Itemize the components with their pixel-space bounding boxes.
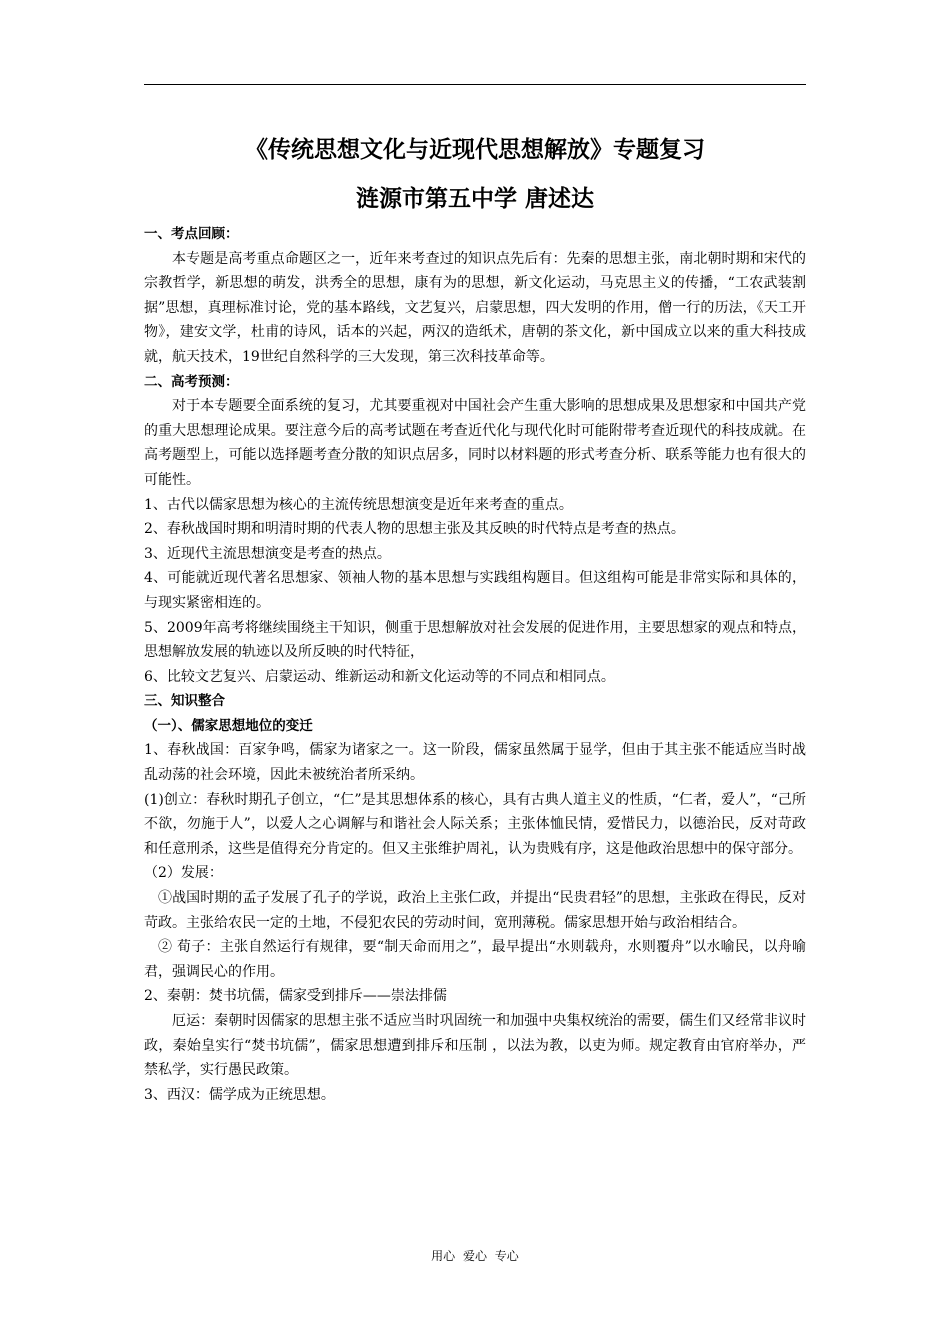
section-heading-forecast: 二、高考预测：	[144, 373, 239, 390]
page-footer: 用心 爱心 专心	[431, 1249, 519, 1263]
section-heading-review: 一、考点回顾：	[144, 226, 239, 242]
list-item: 2、春秋战国时期和明清时期的代表人物的思想主张及其反映的时代特点是考查的热点。	[144, 521, 685, 538]
section-heading-knowledge: 三、知识整合	[144, 693, 225, 710]
list-item: 5、2009年高考将继续围绕主干知识，侧重于思想解放对社会发展的促进作用，主要思想家的观点和特点，思想解放发展的轨迹以及所反映的时代特征，	[144, 619, 806, 661]
paragraph: 对于本专题要全面系统的复习，尤其要重视对中国社会产生重大影响的思想成果及思想家和中国共产党的重大思想理论成果。要注意今后的高考试题在考查近代化与现代化时可能附带考查近现代的科技成就。在高考题型上，可能以选择题考查分散的知识点居多，同时以材料题的形式考查分析、联系等能力也有很大的可能性。	[144, 398, 806, 488]
paragraph: （2）发展：	[144, 865, 223, 882]
paragraph: 3、西汉：儒学成为正统思想。	[144, 1086, 335, 1103]
document-body	[144, 222, 806, 1107]
list-item: 6、比较文艺复兴、启蒙运动、维新运动和新文化运动等的不同点和相同点。	[144, 668, 615, 685]
paragraph: 本专题是高考重点命题区之一，近年来考查过的知识点先后有：先秦的思想主张，南北朝时期和宋代的宗教哲学，新思想的萌发，洪秀全的思想，康有为的思想，新文化运动，马克思主义的传播，“工农武装割据”思想，真理标准讨论，党的基本路线，文艺复兴，启蒙思想，四大发明的作用，僧一行的历法，《天工开物》，建安文学，杜甫的诗风，话本的兴起，两汉的造纸术，唐朝的茶文化，新中国成立以来的重大科技成就，航天技术，19世纪自然科学的三大发现，第三次科技革命等。	[144, 250, 806, 365]
paragraph: 厄运：秦朝时因儒家的思想主张不适应当时巩固统一和加强中央集权统治的需要，儒生们又经常非议时政，秦始皇实行“焚书坑儒”，儒家思想遭到排斥和压制 ，以法为教，以吏为师。规定教育由官府举办，严禁私学，实行愚民政策。	[144, 1013, 806, 1079]
author-line: 涟源市第五中学 唐述达	[355, 186, 594, 212]
list-item: 3、近现代主流思想演变是考查的热点。	[144, 545, 391, 562]
document-title: 《传统思想文化与近现代思想解放》专题复习	[245, 137, 705, 163]
paragraph: (1)创立：春秋时期孔子创立，“仁”是其思想体系的核心，具有古典人道主义的性质，“仁者，爱人”，“己所不欲，勿施于人”，以爱人之心调解与和谐社会人际关系；主张体恤民情，爱惜民力，以德治民，反对苛政和任意刑杀，这些是值得充分肯定的。但又主张维护周礼，认为贵贱有序，这是他政治思想中的保守部分。	[144, 791, 806, 857]
paragraph: 2、秦朝：焚书坑儒，儒家受到排斥——崇法排儒	[144, 988, 447, 1005]
subsection-heading: （一）、儒家思想地位的变迁	[144, 717, 313, 734]
list-item: 4、可能就近现代著名思想家、领袖人物的基本思想与实践组构题目。但这组构可能是非常实际和具体的，与现实紧密相连的。	[144, 570, 806, 611]
paragraph: 1、春秋战国：百家争鸣，儒家为诸家之一。这一阶段，儒家虽然属于显学，但由于其主张不能适应当时战乱动荡的社会环境，因此未被统治者所采纳。	[144, 742, 806, 784]
header-rule	[144, 84, 806, 85]
paragraph: ② 荀子：主张自然运行有规律，要“制天命而用之”，最早提出“水则载舟，水则覆舟”以水喻民，以舟喻君，强调民心的作用。	[144, 939, 806, 980]
paragraph: ①战国时期的孟子发展了孔子的学说，政治上主张仁政，并提出“民贵君轻”的思想，主张政在得民，反对苛政。主张给农民一定的土地，不侵犯农民的劳动时间，宽刑薄税。儒家思想开始与政治相结合。	[144, 890, 806, 931]
list-item: 1、古代以儒家思想为核心的主流传统思想演变是近年来考查的重点。	[144, 496, 573, 513]
